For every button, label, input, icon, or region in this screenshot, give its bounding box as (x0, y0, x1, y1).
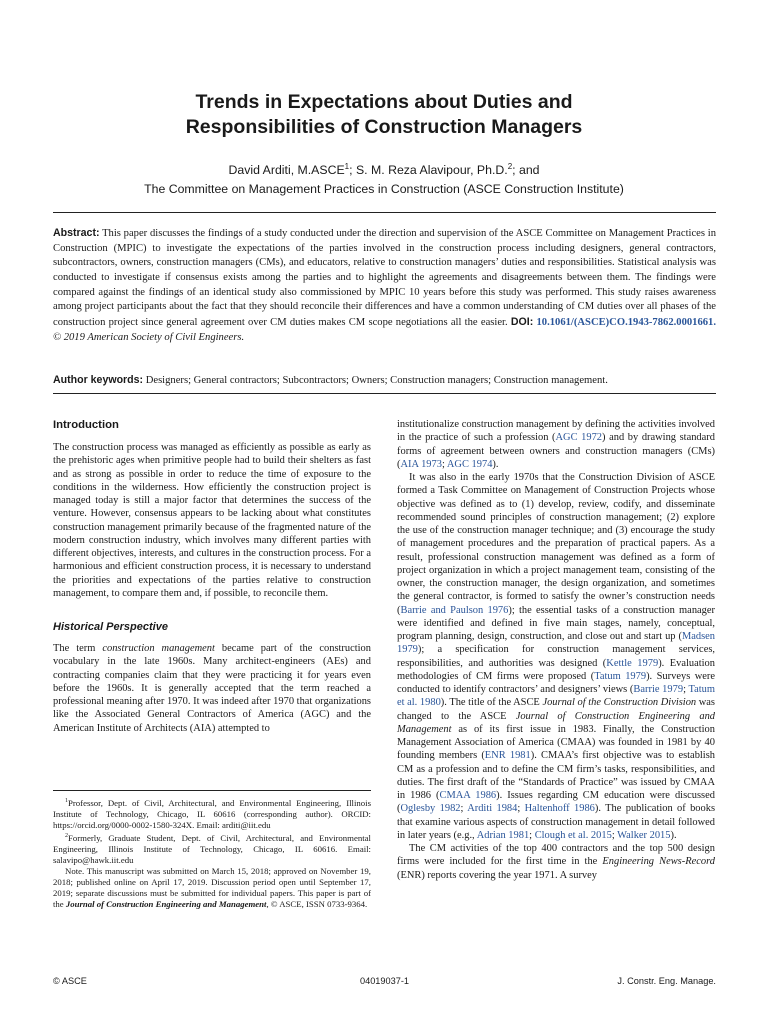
abstract (53, 226, 716, 345)
abstract-bottom-rule (53, 393, 716, 394)
r2-text-h: was changed to the ASCE (397, 697, 715, 722)
r2-text-k: ). Issues regarding CM education were discussed ( (397, 790, 715, 815)
author-keywords (53, 373, 716, 388)
r2-text-l: ; (460, 803, 468, 815)
r2-text-d: ). Evaluation methodologies of CM firms were proposed ( (397, 657, 715, 682)
page-footer (53, 976, 716, 990)
r2-text-c: ); a specification for construction management services, responsibilities, and authorities was designed ( (397, 644, 715, 669)
r2-text-m: ; (517, 803, 525, 815)
citation-walker-2015[interactable]: Walker 2015 (617, 829, 671, 841)
author-2: ; S. M. Reza Alavipour, Ph.D. (349, 163, 508, 178)
journal-cem: Journal of Construction Engineering and Management (397, 710, 716, 735)
r1-text-a: institutionalize construction management by defining the activities involved in the practice of such a profession ( (397, 419, 715, 444)
citation-enr-1981[interactable]: ENR 1981 (484, 750, 531, 762)
citation-haltenhoff-1986[interactable]: Haltenhoff 1986 (524, 803, 595, 815)
footnote-1-text: Professor, Dept. of Civil, Architectural, and Environmental Engineering, Illinois Institute of Technology, Chicago, IL 60616 (corresponding author). ORCID: https://orcid.org/0000-0002-1580-324X. Email: arditi@iit.edu (53, 797, 371, 830)
r2-text-j: ). CMAA’s first objective was to establish CM as a profession and to define the CM firm’s tasks, responsibilities, and duties. The first draft of the “Standards of Practice” was issued by CMAA in 1986 ( (397, 750, 715, 801)
footer-publisher: © ASCE (53, 976, 87, 986)
abstract-text: This paper discusses the findings of a study conducted under the direction and supervision of the ASCE Committee on Management Practices in Construction (MPIC) to investigate the expectations of the parties involved in the construction process including designers, general contractors, subcontractors, owners, construction managers (CMs), and educators, relative to construction managers’ duties and responsibilities. Statistical analysis was conducted to investigate if consensus exists among the parties and to highlight the agreements and disagreements between them. The findings were compared against the findings of an identical study also commissioned by MPIC 10 years before this study was performed. This study raises awareness among project participants about the fact that they should reconcile their differences and have a common understanding of CM duties over all phases of the construction project since general agreement over CM duties makes CM scope negotiations all the easier. (53, 228, 716, 328)
author-and: ; and (512, 163, 540, 178)
citation-madsen-1979[interactable]: Madsen 1979 (397, 631, 715, 656)
citation-clough-2015[interactable]: Clough et al. 2015 (534, 829, 612, 841)
r2-text-f: ; (683, 684, 689, 695)
citation-tatum-1979[interactable]: Tatum 1979 (594, 670, 647, 682)
citation-adrian-1981[interactable]: Adrian 1981 (476, 829, 530, 841)
keywords-label: Author keywords: (53, 374, 144, 386)
left-column (53, 418, 371, 735)
r2-text-i: as of its first issue in 1983. Finally, the Construction Management Association of America (CMAA) was founded in 1981 by 40 founding members ( (397, 723, 715, 762)
r2-text-q: ). (670, 829, 677, 841)
hist-text-b: became part of the construction vocabulary in the late 1960s. Many architect-engineers (AEs) and contracting companies claim that they were practicing it for years even before the 1960s. It is generally accepted that the term reached a professional meaning after 1970. It was indeed after 1970 that organizations like the Associated General Contractors of America (AGC) and the American Institute of Architects (AIA) attempted to (53, 643, 371, 734)
note-text-a: Note. This manuscript was submitted on March 15, 2018; approved on November 19, 2018; published online on April 17, 2019. Discussion period open until September 17, 2019; separate discussions must be submitted for individual papers. This paper is part of the (53, 866, 371, 910)
right-column (397, 418, 715, 882)
citation-arditi-1984[interactable]: Arditi 1984 (467, 803, 518, 815)
paper-title (40, 90, 728, 140)
doi-label: DOI: (510, 315, 534, 328)
citation-tatum-1980[interactable]: Tatum et al. 1980 (397, 684, 715, 709)
r2-text-n: ). The publication of books that examine various aspects of construction management in detail followed in later years (e.g., (397, 803, 716, 841)
r2-text-e: ). Surveys were conducted to identify contractors’ and designers’ views ( (397, 670, 715, 695)
committee-line: The Committee on Management Practices in Construction (ASCE Construction Institute) (144, 182, 624, 197)
footnote-2-marker: 2 (65, 833, 68, 840)
note-journal: Journal of Construction Engineering and Management (65, 899, 267, 910)
right-paragraph-2 (397, 471, 715, 842)
r2-text-b: ); the essential tasks of a construction manager were identified and defined in five main stages, namely, conceptual, program planning, design, construction, and close out and start up ( (397, 604, 715, 642)
footnote-2-text: Formerly, Graduate Student, Dept. of Civil, Architectural, and Environmental Engineering, Illinois Institute of Technology, Chicago, IL 60616. Email: salavipo@hawk.iit.edu (53, 832, 371, 866)
citation-barrie-paulson-1976[interactable]: Barrie and Paulson 1976 (400, 604, 509, 616)
hist-text-a: The term (53, 643, 103, 654)
right-paragraph-1 (397, 418, 715, 471)
abstract-label: Abstract: (53, 227, 100, 239)
r2-text-p: ; (611, 829, 618, 841)
footnote-2 (53, 831, 371, 866)
keywords-text: Designers; General contractors; Subcontractors; Owners; Construction managers; Construction management. (143, 375, 608, 386)
footer-article-number: 04019037-1 (359, 976, 410, 986)
intro-paragraph: The construction process was managed as efficiently as possible as early as the prehistoric ages when primitive people had to build their shelters as fast and as strong as possible in order to reduce the time of exposure to the conditions in the wilderness. How efficiently the construction project is managed today is still a major factor that determines the success of the venture. However, consensus appears to be lacking about what constitutes construction management primarily because of the fragmented nature of the modern construction industry, which involves many different parties with different objectives, interests, and cultures in the construction process. For a harmonious and efficient construction process, it is necessary to understand the priorities and expectations of the parties relative to construction management, to compare them and, if possible, to reconcile them. (53, 442, 371, 599)
r3-text-b: (ENR) reports covering the year 1971. A survey (397, 869, 597, 881)
author-2-affil: 2 (507, 162, 513, 171)
right-paragraph-3 (397, 842, 715, 882)
doi-link[interactable]: 10.1061/(ASCE)CO.1943-7862.0001661. (533, 316, 716, 328)
abstract-top-rule (53, 212, 716, 213)
hist-term: construction management (102, 643, 215, 654)
citation-agc-1972[interactable]: AGC 1972 (555, 432, 603, 444)
authors-line (40, 157, 728, 180)
title-line-1: Trends in Expectations about Duties and (195, 91, 573, 113)
r2-text-a: It was also in the early 1970s that the Construction Division of ASCE formed a Task Committee on Management of Construction Projects whose objective was defined as to (1) develop, review, codify, and disseminate recommended sound principles of construction management; (2) explore the use of the construction manager technique; and (3) encourage the study of management procedures and the preparation of practical papers. As a result, professional construction management was defined as a form of project organization in which a project management team, consisting of the owner, the construction manager, the design organization, and sometimes the general contractor, is formed to satisfy the owner’s construction needs ( (397, 472, 715, 616)
footnote-1 (53, 796, 371, 831)
citation-cmaa-1986[interactable]: CMAA 1986 (439, 790, 497, 801)
footnotes (53, 796, 371, 910)
historical-paragraph (53, 642, 371, 735)
enr-journal-title: Engineering News-Record (602, 856, 715, 868)
manuscript-note (53, 866, 371, 910)
r2-text-o: ; (529, 829, 535, 841)
journal-construction-division: Journal of the Construction Division (542, 697, 697, 709)
historical-heading: Historical Perspective (53, 621, 168, 633)
citation-kettle-1979[interactable]: Kettle 1979 (606, 657, 659, 669)
citation-aia-1973[interactable]: AIA 1973 (400, 458, 442, 470)
note-text-b: , © ASCE, ISSN 0733-9364. (266, 899, 368, 910)
footnote-1-marker: 1 (65, 798, 68, 804)
r1-text-d: ). (492, 458, 499, 470)
author-1-affil: 1 (344, 162, 350, 171)
footer-journal: J. Constr. Eng. Manage. (617, 976, 716, 986)
copyright: © 2019 American Society of Civil Engineers. (53, 331, 245, 343)
citation-oglesby-1982[interactable]: Oglesby 1982 (400, 803, 461, 815)
authors-block (40, 157, 728, 199)
intro-heading: Introduction (53, 419, 119, 431)
footnote-rule (53, 790, 371, 791)
title-line-2: Responsibilities of Construction Managers (185, 116, 583, 138)
r3-text-a: The CM activities of the top 400 contractors and the top 500 design firms were included for the first time in the (397, 843, 715, 868)
citation-barrie-1979[interactable]: Barrie 1979 (633, 684, 684, 695)
r1-text-b: ) and by drawing standard forms of agreement between owners and construction managers (CMs) ( (397, 432, 715, 470)
author-1: David Arditi, M.ASCE (228, 163, 345, 178)
r1-text-c: ; (441, 458, 447, 470)
r2-text-g: ). The title of the ASCE (440, 697, 543, 709)
citation-agc-1974[interactable]: AGC 1974 (446, 458, 493, 470)
